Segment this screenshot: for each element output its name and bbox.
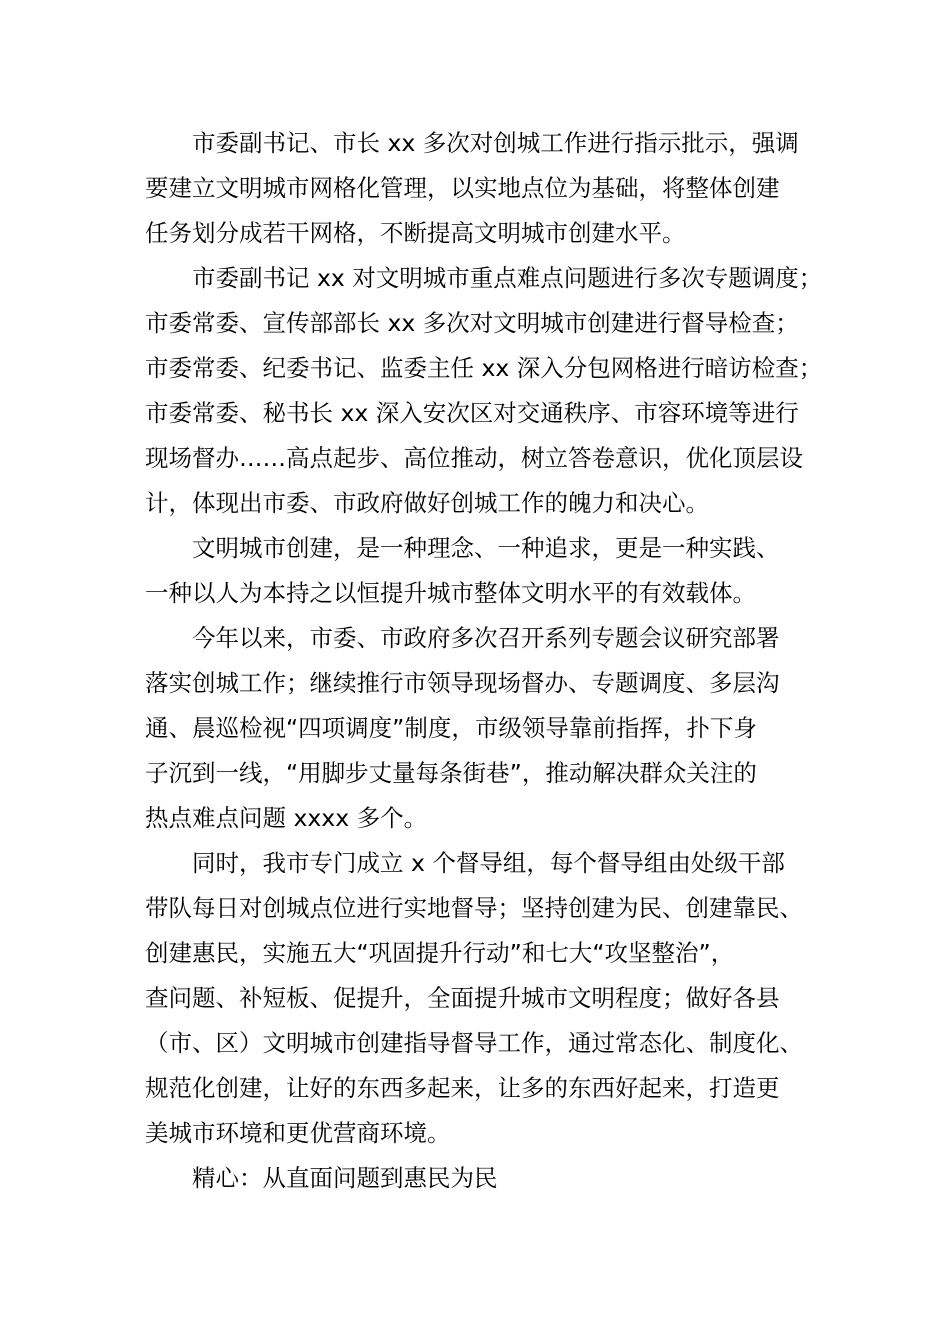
paragraph	[145, 121, 825, 256]
text-line: 通、晨巡检视“四项调度”制度，市级领导靠前指挥，扑下身	[145, 714, 757, 742]
document-page	[145, 121, 825, 1201]
text-line: 计，体现出市委、市政府做好创城工作的魄力和决心。	[145, 489, 709, 517]
text-line: 市委常委、秘书长 xx 深入安次区对交通秩序、市容环境等进行	[145, 399, 799, 427]
text-line: 市委常委、纪委书记、监委主任 xx 深入分包网格进行暗访检查；	[145, 354, 823, 382]
text-line: 子沉到一线，“用脚步丈量每条街巷”，推动解决群众关注的	[145, 759, 757, 787]
paragraph	[145, 616, 825, 841]
text-line: 任务划分成若干网格，不断提高文明城市创建水平。	[145, 219, 686, 247]
text-line: 文明城市创建，是一种理念、一种追求，更是一种实践、	[192, 534, 780, 562]
text-line: 要建立文明城市网格化管理，以实地点位为基础，将整体创建	[145, 174, 780, 202]
text-line: 精心：从直面问题到惠民为民	[192, 1164, 498, 1192]
paragraph	[145, 526, 825, 616]
text-line: 现场督办……高点起步、高位推动，树立答卷意识，优化顶层设	[145, 444, 803, 472]
text-line: 市委副书记、市长 xx 多次对创城工作进行指示批示，强调	[192, 129, 799, 157]
text-line: 今年以来，市委、市政府多次召开系列专题会议研究部署	[192, 624, 780, 652]
text-line: （市、区）文明城市创建指导督导工作，通过常态化、制度化、	[145, 1029, 803, 1057]
text-line: 热点难点问题 xxxx 多个。	[145, 804, 428, 832]
text-line: 创建惠民，实施五大“巩固提升行动”和七大“攻坚整治”，	[145, 939, 735, 967]
text-line: 查问题、补短板、促提升，全面提升城市文明程度；做好各县	[145, 984, 780, 1012]
text-line: 美城市环境和更优营商环境。	[145, 1119, 451, 1147]
section-heading	[145, 1156, 825, 1201]
text-line: 一种以人为本持之以恒提升城市整体文明水平的有效载体。	[145, 579, 756, 607]
paragraph	[145, 841, 825, 1156]
text-line: 带队每日对创城点位进行实地督导；坚持创建为民、创建靠民、	[145, 894, 803, 922]
text-line: 市委副书记 xx 对文明城市重点难点问题进行多次专题调度；	[192, 264, 823, 292]
text-line: 规范化创建，让好的东西多起来，让多的东西好起来，打造更	[145, 1074, 780, 1102]
paragraph	[145, 256, 825, 526]
text-line: 落实创城工作；继续推行市领导现场督办、专题调度、多层沟	[145, 669, 780, 697]
text-line: 市委常委、宣传部部长 xx 多次对文明城市创建进行督导检查；	[145, 309, 799, 337]
text-line: 同时，我市专门成立 x 个督导组，每个督导组由处级干部	[192, 849, 785, 877]
